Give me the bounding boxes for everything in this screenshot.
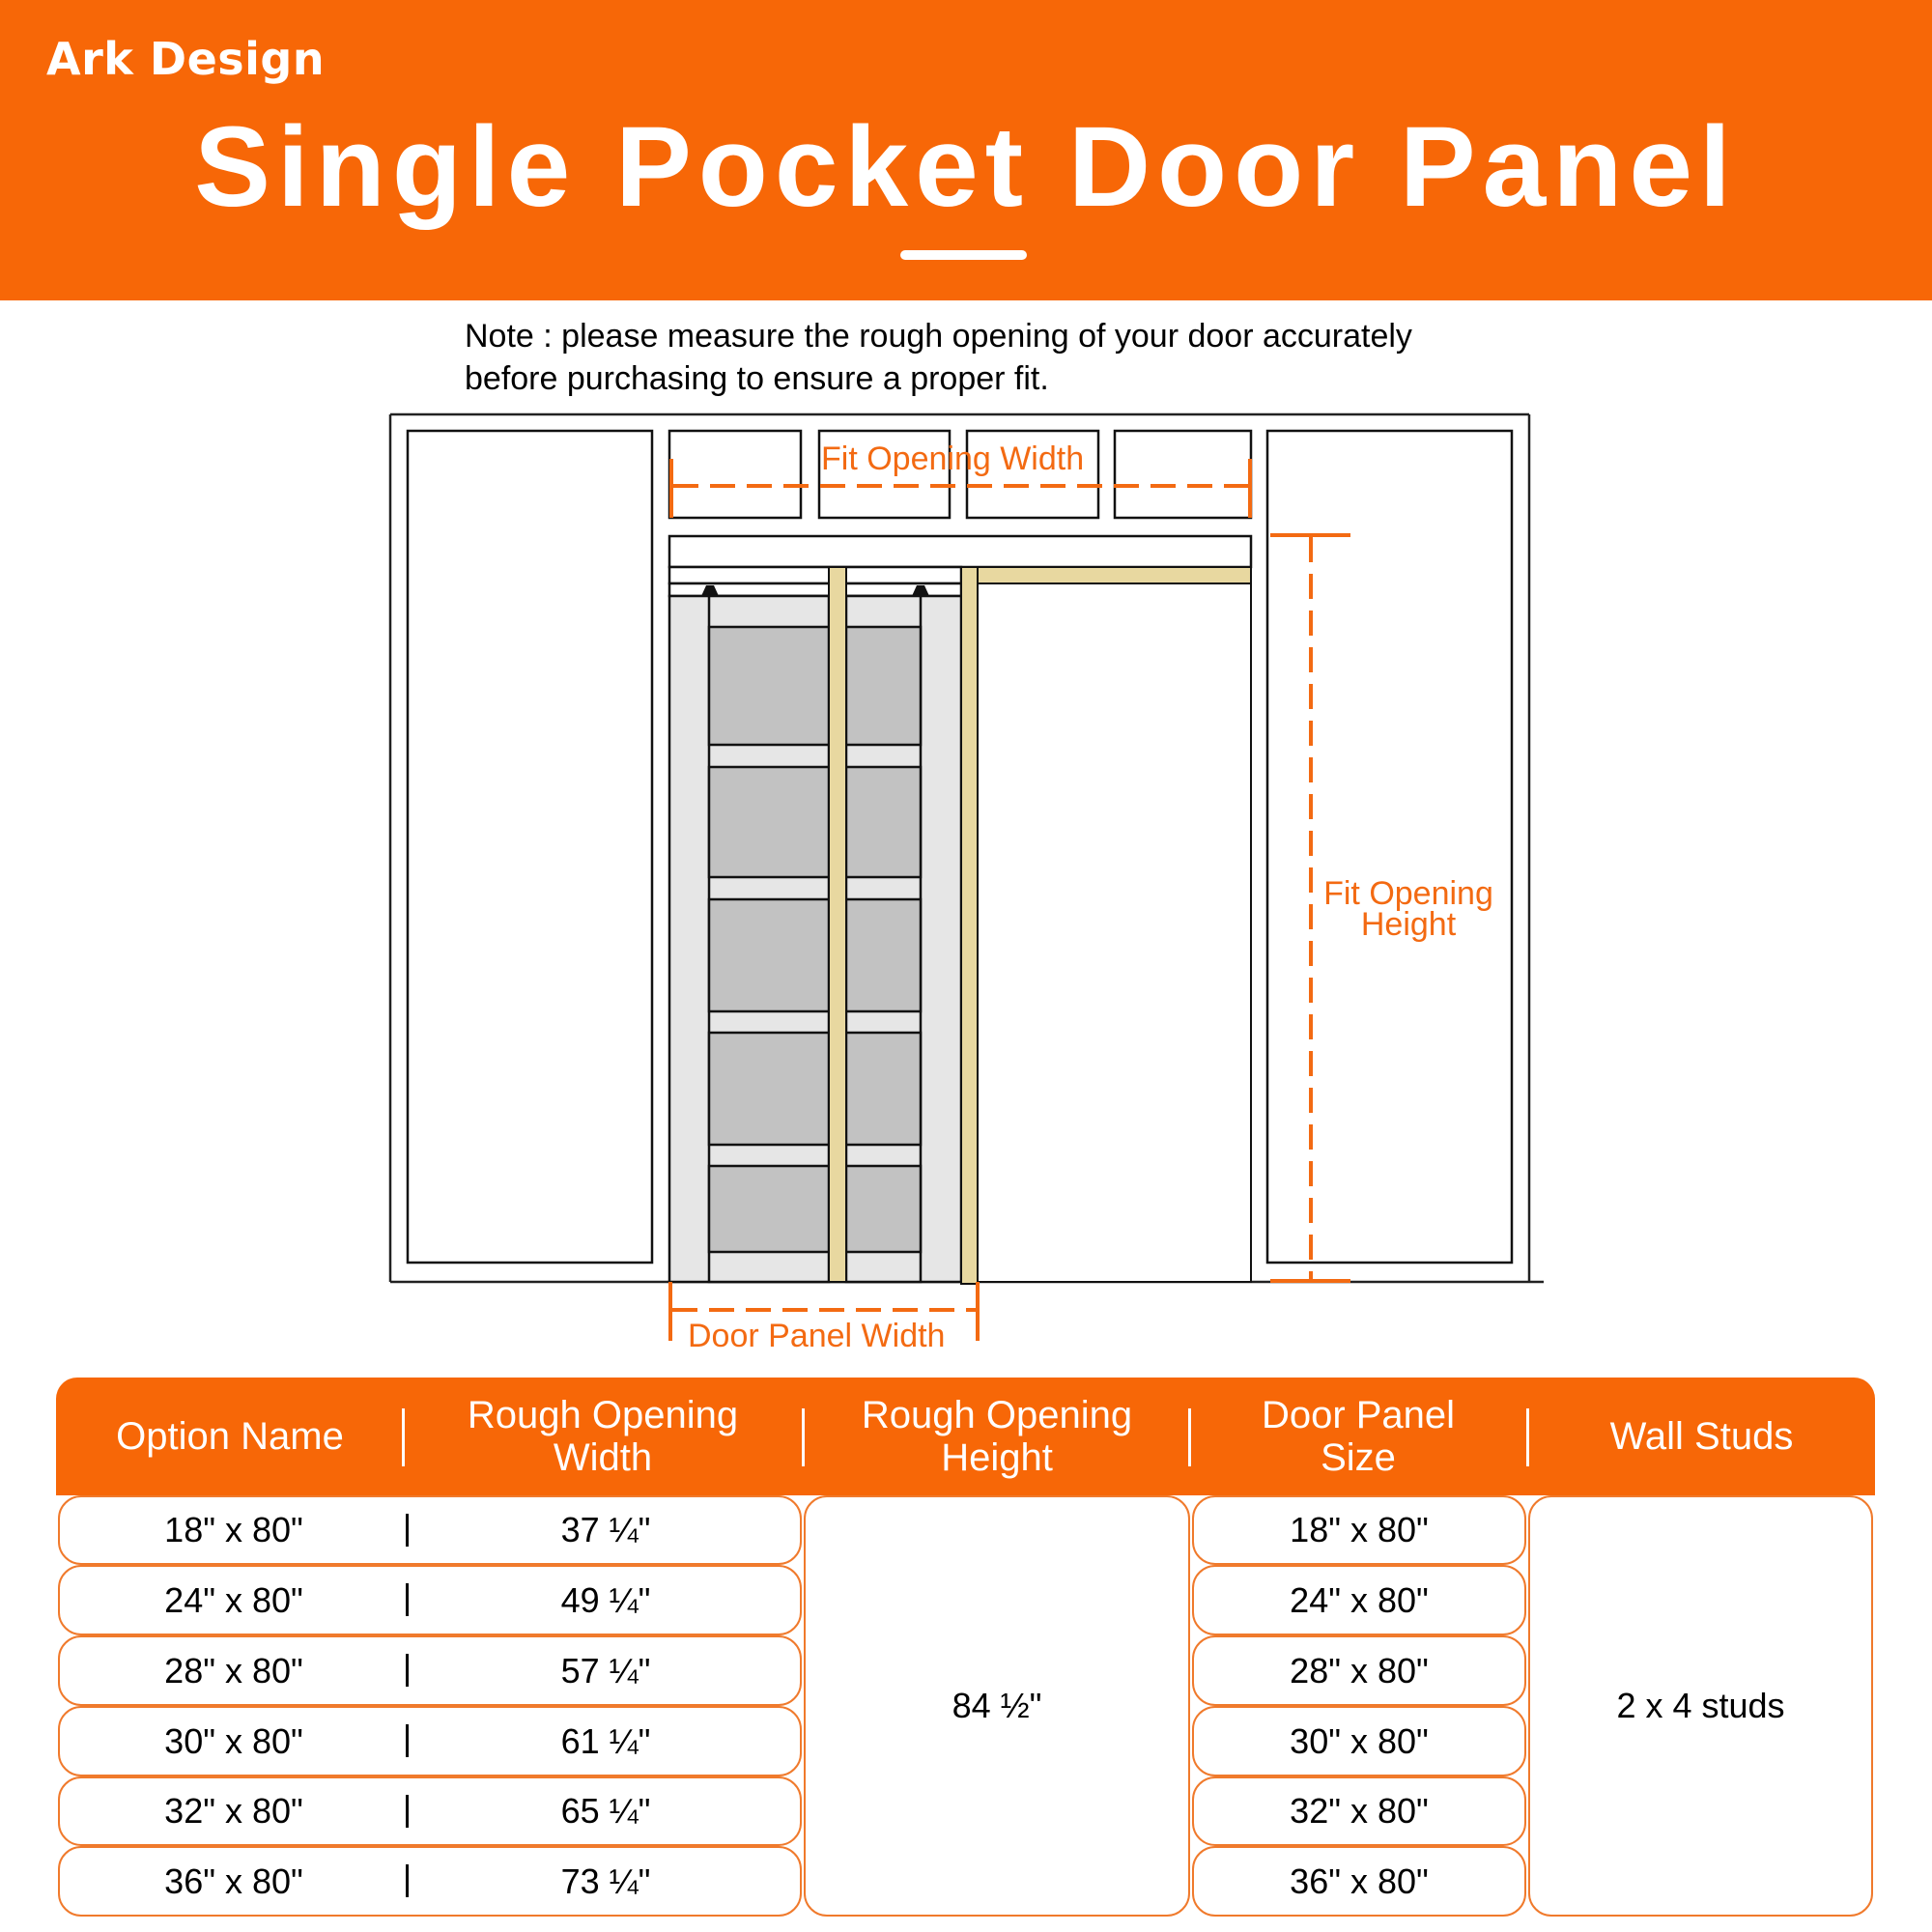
option-name: 36" x 80" (164, 1861, 303, 1901)
table-row (58, 1635, 802, 1706)
wall-studs-value: 2 x 4 studs (1616, 1686, 1785, 1725)
row-separator (406, 1514, 409, 1547)
panel-size-cell (1192, 1565, 1526, 1635)
row-separator (406, 1795, 409, 1828)
panel-size-cell (1192, 1846, 1526, 1917)
fit-opening-height-label-1: Fit Opening (1323, 875, 1493, 912)
header-text: Rough Opening (467, 1394, 739, 1436)
row-separator (406, 1864, 409, 1897)
rough-width: 61 ¼" (560, 1720, 651, 1761)
table-row (58, 1706, 802, 1776)
table-row (58, 1495, 802, 1565)
rough-width: 49 ¼" (560, 1579, 651, 1620)
panel-size: 32" x 80" (1290, 1791, 1429, 1831)
rough-width: 37 ¼" (560, 1510, 651, 1549)
option-name: 24" x 80" (164, 1579, 303, 1620)
header-stud-horizontal (978, 567, 1251, 583)
option-name: 32" x 80" (164, 1791, 303, 1831)
panel-size: 24" x 80" (1290, 1579, 1429, 1620)
panel-size-cell (1192, 1776, 1526, 1846)
header-text: Size (1321, 1436, 1396, 1479)
panel-size: 28" x 80" (1290, 1650, 1429, 1690)
option-name: 18" x 80" (164, 1510, 303, 1549)
table-row (58, 1776, 802, 1846)
rough-opening-height-cell (804, 1495, 1190, 1917)
option-name: 28" x 80" (164, 1650, 303, 1690)
panel-size: 36" x 80" (1290, 1861, 1429, 1901)
rough-opening-height-value: 84 ½" (952, 1686, 1042, 1725)
door-glass-panes (709, 596, 921, 1282)
right-wall-panel (1267, 431, 1512, 1263)
header-rough-opening-height (804, 1378, 1190, 1495)
header-rough-opening-width (404, 1378, 802, 1495)
center-stud (829, 567, 846, 1282)
door-header-box (669, 536, 1251, 567)
door-opening (978, 567, 1251, 1282)
fit-opening-width-label: Fit Opening Width (821, 440, 1085, 477)
header-wall-studs-text: Wall Studs (1609, 1415, 1794, 1458)
page-title: Single Pocket Door Panel (194, 103, 1738, 231)
panel-size-cell (1192, 1706, 1526, 1776)
rough-width: 73 ¼" (560, 1861, 651, 1901)
header-text: Width (553, 1436, 653, 1479)
note-line-2: before purchasing to ensure a proper fit. (465, 360, 1049, 397)
row-separator (406, 1724, 409, 1757)
panel-size-cell (1192, 1635, 1526, 1706)
table-header (56, 1378, 1875, 1495)
panel-size-cell (1192, 1495, 1526, 1565)
header-option-name (56, 1378, 404, 1495)
table-row (58, 1565, 802, 1635)
rough-width: 57 ¼" (560, 1650, 651, 1690)
panel-size: 18" x 80" (1290, 1510, 1429, 1549)
jamb-stud (961, 567, 978, 1284)
brand-logo: Ark Design (46, 33, 326, 85)
header-option-name-text: Option Name (116, 1415, 344, 1458)
fit-opening-height-label-2: Height (1360, 906, 1457, 943)
rough-width: 65 ¼" (560, 1791, 651, 1831)
row-separator (406, 1654, 409, 1687)
header-text: Rough Opening (861, 1394, 1133, 1436)
header-wall-studs (1528, 1378, 1875, 1495)
header-text: Height (941, 1436, 1053, 1479)
left-wall-panel (408, 431, 652, 1263)
header-text: Door Panel (1261, 1394, 1456, 1436)
wall-studs-cell (1528, 1495, 1873, 1917)
note-line-1: Note : please measure the rough opening of your door accurately (465, 318, 1412, 355)
option-name: 30" x 80" (164, 1720, 303, 1761)
header-door-panel-size (1190, 1378, 1526, 1495)
row-separator (406, 1583, 409, 1616)
table-row (58, 1846, 802, 1917)
door-panel-width-label: Door Panel Width (688, 1318, 946, 1354)
panel-size: 30" x 80" (1290, 1720, 1429, 1761)
